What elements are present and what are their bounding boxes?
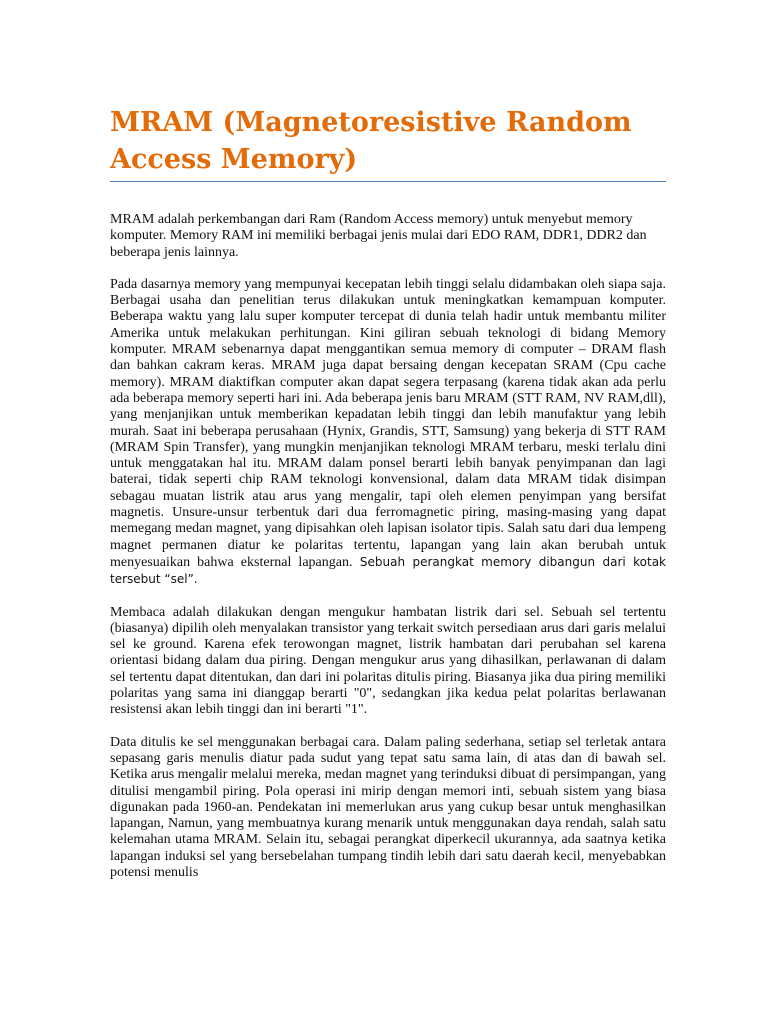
title-divider (110, 181, 666, 182)
paragraph-2-text: Pada dasarnya memory yang mempunyai kecepatan lebih tinggi selalu didambakan oleh siapa saja. Berbagai usaha dan penelitian terus dilakukan untuk meningkatkan kemampuan komputer. Beberapa waktu yang lalu super komputer tercepat di dunia telah hadir untuk membantu militer Amerika untuk melakukan perhitungan. Kini giliran sebuah teknologi di bidang Memory komputer. MRAM sebenarnya dapat menggantikan semua memory di computer – DRAM flash dan bahkan cakram keras. MRAM juga dapat bersaing dengan kecepatan SRAM (Cpu cache memory). MRAM diaktifkan computer akan dapat segera terpasang (karena tidak akan ada perlu ada beberapa memory seperti hari ini. Ada beberapa jenis baru MRAM (STT RAM, NV RAM,dll), yang menjanjikan untuk memberikan kepadatan lebih tinggi dan lebih manufaktur yang lebih murah. Saat ini beberapa perusahaan (Hynix, Grandis, STT, Samsung) yang bekerja di STT RAM (MRAM Spin Transfer), yang mungkin menjanjikan teknologi MRAM terbaru, meski terlalu dini untuk menggatakan hal itu. MRAM dalam ponsel berarti lebih banyak penyimpanan dan lagi baterai, tidak seperti chip RAM teknologi konvensional, dalam data MRAM tidak disimpan sebagau muatan listrik atau arus yang mengalir, tapi oleh elemen penyimpan yang bersifat magnetis. Unsure-unsur terbentuk dari dua ferromagnetic piring, masing-masing yang dapat memegang medan magnet, yang dipisahkan oleh lapisan isolator tipis. Salah satu dari dua lempeng magnet permanen diatur ke polaritas tertentu, lapangan yang lain akan berubah untuk menyesuaikan bahwa eksternal lapangan. (110, 276, 666, 570)
page-title: MRAM (Magnetoresistive Random Access Memory) (110, 107, 632, 175)
paragraph-1: MRAM adalah perkembangan dari Ram (Random Access memory) untuk menyebut memory komputer. Memory RAM ini memiliki berbagai jenis mulai dari EDO RAM, DDR1, DDR2 dan beberapa jenis lainnya. (110, 212, 647, 260)
paragraph-4: Data ditulis ke sel menggunakan berbagai cara. Dalam paling sederhana, setiap sel terletak antara sepasang garis menulis diatur pada sudut yang tepat satu sama lain, di atas dan di bawah sel. Ketika arus mengalir melalui mereka, medan magnet yang terinduksi dibuat di persimpangan, yang ditulisi mengambil piring. Pola operasi ini mirip dengan memori inti, sebuah sistem yang biasa digunakan pada 1960-an. Pendekatan ini memerlukan arus yang cukup besar untuk menghasilkan lapangan, Namun, yang membuatnya kurang menarik untuk menggunakan daya rendah, salah satu kelemahan utama MRAM. Selain itu, sebagai perangkat diperkecil ukurannya, ada saatnya ketika lapangan induksi sel yang bersebelahan tumpang tindih lebih dari satu daerah kecil, menyebabkan potensi menulis (110, 734, 666, 880)
document-body (110, 212, 666, 897)
paragraph-2-tail: Sebuah perangkat memory dibangun dari kotak tersebut “sel”. (110, 554, 666, 587)
paragraph-2 (110, 277, 666, 589)
paragraph-3: Membaca adalah dilakukan dengan mengukur hambatan listrik dari sel. Sebuah sel tertentu (biasanya) dipilih oleh menyalakan transistor yang terkait switch persediaan arus dari garis melalui sel ke ground. Karena efek terowongan magnet, listrik hambatan dari perubahan sel karena orientasi bidang dalam dua piring. Dengan mengukur arus yang dihasilkan, perlawanan di dalam sel tertentu dapat ditentukan, dan dari ini polaritas ditulis piring. Biasanya jika dua piring memiliki polaritas yang sama ini dianggap berarti "0", sedangkan jika kedua pelat polaritas berlawanan resistensi akan lebih tinggi dan ini berarti "1". (110, 604, 666, 718)
